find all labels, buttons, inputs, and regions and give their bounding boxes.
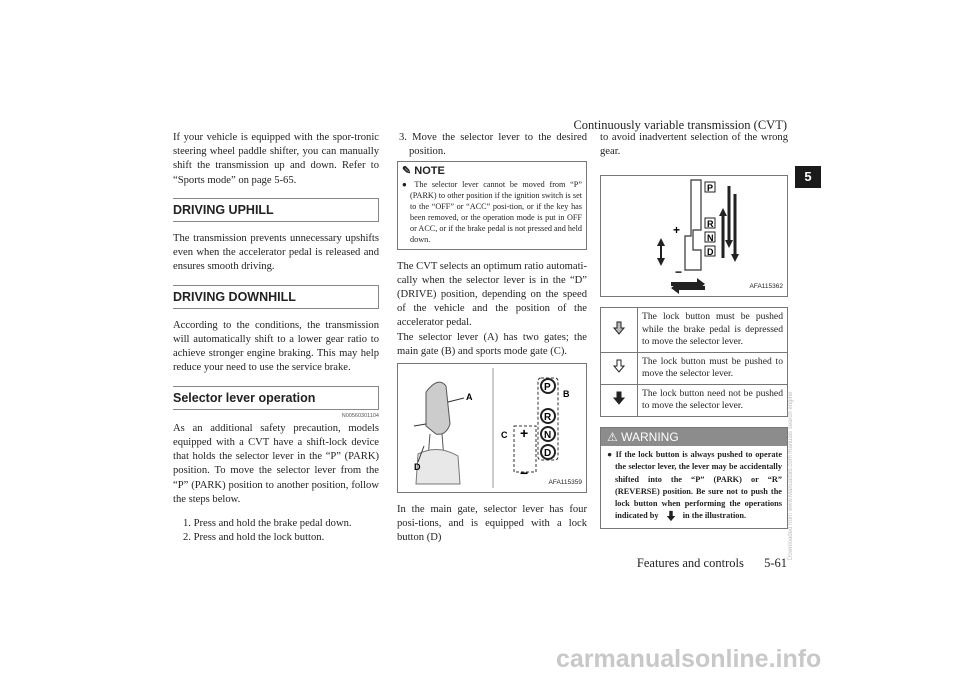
gate-pattern-figure xyxy=(600,175,788,297)
note-title xyxy=(402,164,582,178)
footer-section: Features and controls xyxy=(636,556,744,570)
cvt-paragraph: The CVT selects an optimum ratio automati-cally when the selector lever is in the “D” (DRIVE) position, depending on the speed of the vehicle and the position of the accelerator pedal. xyxy=(397,260,587,329)
note-text-content: The selector lever cannot be moved from “P” (PARK) to other position if the ignition switch is set to the “OFF” or “ACC” posi-tion, or if the key has been removed, or the operation mode is put in OFF or ACC, or if the brake pedal is not pressed and held down. xyxy=(410,179,582,244)
legend-text: The lock button must be pushed to move the selector lever. xyxy=(638,352,788,384)
section-code: N00560301104 xyxy=(341,412,379,419)
legend-text: The lock button need not be pushed to move the selector lever. xyxy=(638,384,788,416)
watermark: carmanualsonline.info xyxy=(556,645,822,673)
intro-paragraph: If your vehicle is equipped with the spor-tronic steering wheel paddle shifter, you can manually shift the transmission up and down. Refer to “Sports mode” on page 5-65. xyxy=(173,132,379,186)
legend-row xyxy=(601,384,788,416)
footer-page-number: 5-61 xyxy=(764,556,787,570)
page-footer xyxy=(637,556,787,571)
note-icon: ✎ xyxy=(402,165,412,178)
warning-title xyxy=(601,428,787,446)
label-a: A xyxy=(466,392,473,403)
figure-id: AFA115359 xyxy=(548,478,582,486)
heading-selector-lever-operation: Selector lever operation xyxy=(173,386,379,410)
warning-title-label: WARNING xyxy=(621,429,679,444)
note-text: ● The selector lever cannot be moved from “P” (PARK) to other position if the ignition switch is set to the “OFF” or “ACC” posi-tion, or if the key has been removed, or the operation mode is put in OFF or ACC, or if the brake pedal is not pressed and held down. xyxy=(402,179,582,244)
warning-box xyxy=(600,427,788,529)
pattern-plus: + xyxy=(673,223,681,238)
pattern-minus: − xyxy=(675,265,683,280)
step-3: 3. Move the selector lever to the desired position. xyxy=(399,132,587,158)
pattern-n: N xyxy=(707,233,714,244)
legend-row xyxy=(601,352,788,384)
lock-button-legend-table xyxy=(600,307,788,417)
note-title-label: NOTE xyxy=(414,165,445,178)
arrow-hatched-icon xyxy=(601,308,638,353)
label-b: B xyxy=(563,389,570,400)
pattern-r: R xyxy=(707,219,714,230)
step-1: 1. Press and hold the brake pedal down. xyxy=(183,518,352,530)
column-3 xyxy=(600,131,788,529)
selector-lever-figure xyxy=(397,363,587,493)
warning-text: ● If the lock button is always pushed to operate the selector lever, the lever may be accidentally shifted into the “P” (PARK) or “R” (REVERSE) position. Be sure not to push the lock button when performing the operations indicated by in the illustration. xyxy=(601,446,787,528)
arrow-outline-icon xyxy=(601,352,638,384)
note-box xyxy=(397,161,587,249)
arrow-solid-icon xyxy=(665,510,677,522)
warning-text-tail: in the illustration. xyxy=(682,511,747,521)
label-c: C xyxy=(501,430,508,441)
selector-paragraph: As an additional safety precaution, models equipped with a CVT have a shift-lock device that holds the selector lever in the “P” (PARK) position. To move the selector lever from the “P” (PARK) position to another position, follow the steps below. xyxy=(173,422,379,505)
gate-plus: + xyxy=(520,425,529,442)
figure-id-2: AFA115362 xyxy=(749,283,783,291)
legend-row xyxy=(601,308,788,353)
gate-minus: − xyxy=(520,465,529,482)
section-tab: 5 xyxy=(795,166,821,188)
label-d-lock: D xyxy=(414,462,421,473)
gate-n: N xyxy=(544,430,552,442)
gates-paragraph: The selector lever (A) has two gates; the main gate (B) and sports mode gate (C). xyxy=(397,331,587,357)
step-2: 2. Press and hold the lock button. xyxy=(183,532,325,544)
pattern-d: D xyxy=(707,247,714,258)
heading-driving-downhill: DRIVING DOWNHILL xyxy=(173,285,379,309)
downhill-paragraph: According to the conditions, the transmission will automatically shift to a lower gear ratio to achieve stronger engine braking. This may help reduce your need to use the service brake. xyxy=(173,319,379,374)
gate-r: R xyxy=(544,412,552,424)
heading-driving-uphill: DRIVING UPHILL xyxy=(173,198,379,222)
gate-p: P xyxy=(544,382,551,394)
selector-lever-illustration xyxy=(398,364,586,492)
watermark-small: Downloaded from www.Manualslib.com manuals search engine xyxy=(788,391,794,560)
page-header: Continuously variable transmission (CVT) xyxy=(573,118,787,132)
continued-paragraph: to avoid inadvertent selection of the wrong gear. xyxy=(600,132,788,158)
steps-list xyxy=(173,517,379,545)
main-gate-paragraph: In the main gate, selector lever has four posi-tions, and is equipped with a lock button (D) xyxy=(397,504,587,544)
uphill-paragraph: The transmission prevents unnecessary upshifts even when the accelerator pedal is released and ensures smooth driving. xyxy=(173,233,379,273)
column-1 xyxy=(173,131,379,545)
warning-triangle-icon: ⚠ xyxy=(607,429,618,444)
column-2 xyxy=(397,131,587,546)
gate-d: D xyxy=(544,448,552,460)
gate-pattern-illustration xyxy=(601,176,789,296)
arrow-solid-icon xyxy=(601,384,638,416)
pattern-p: P xyxy=(707,183,714,194)
legend-text: The lock button must be pushed while the brake pedal is depressed to move the selector lever. xyxy=(638,308,788,353)
warning-text-content: If the lock button is always pushed to operate the selector lever, the lever may be accidentally shifted into the “P” (PARK) or “R” (REVERSE) position. Be sure not to push the lock button when performing the operations indicated by xyxy=(615,450,783,521)
